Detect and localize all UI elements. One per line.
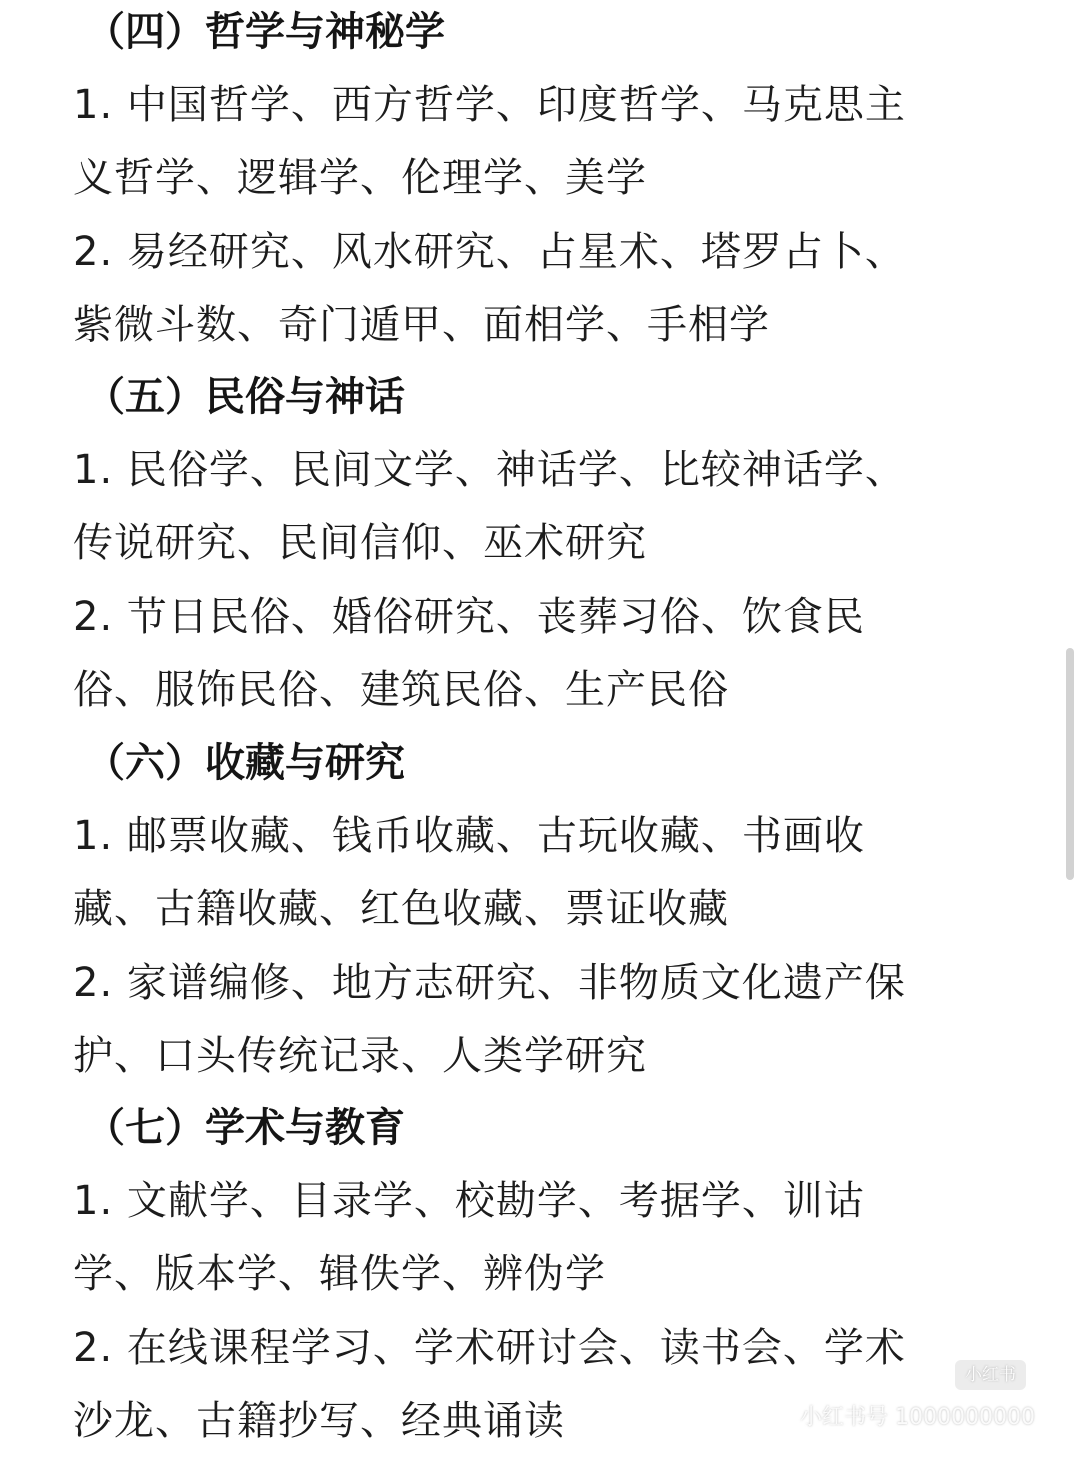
item-line: 2. 家谱编修、地方志研究、非物质文化遗产保 (73, 960, 906, 1006)
item-line: 沙龙、古籍抄写、经典诵读 (73, 1398, 565, 1444)
section-heading-5: （五）民俗与神话 (85, 374, 405, 420)
watermark-user-id: 小红书号 1000000000 (800, 1405, 1035, 1430)
item-line: 2. 在线课程学习、学术研讨会、读书会、学术 (73, 1325, 906, 1371)
item-line: 学、版本学、辑佚学、辨伪学 (73, 1251, 606, 1297)
section-heading-7: （七）学术与教育 (85, 1105, 405, 1151)
section-heading-4: （四）哲学与神秘学 (85, 9, 445, 55)
item-line: 1. 中国哲学、西方哲学、印度哲学、马克思主 (73, 82, 906, 128)
item-line: 1. 文献学、目录学、校勘学、考据学、训诂 (73, 1178, 865, 1224)
item-line: 2. 节日民俗、婚俗研究、丧葬习俗、饮食民 (73, 594, 865, 640)
item-line: 1. 民俗学、民间文学、神话学、比较神话学、 (73, 447, 906, 493)
item-line: 2. 易经研究、风水研究、占星术、塔罗占卜、 (73, 229, 906, 275)
item-line: 藏、古籍收藏、红色收藏、票证收藏 (73, 886, 729, 932)
section-heading-6: （六）收藏与研究 (85, 740, 405, 786)
item-line: 传说研究、民间信仰、巫术研究 (73, 520, 647, 566)
item-line: 1. 邮票收藏、钱币收藏、古玩收藏、书画收 (73, 813, 865, 859)
item-line: 护、口头传统记录、人类学研究 (73, 1033, 647, 1079)
item-line: 义哲学、逻辑学、伦理学、美学 (73, 155, 647, 201)
watermark-logo: 小红书 (955, 1360, 1026, 1390)
item-line: 紫微斗数、奇门遁甲、面相学、手相学 (73, 302, 770, 348)
vertical-scrollbar[interactable] (1066, 648, 1074, 880)
item-line: 俗、服饰民俗、建筑民俗、生产民俗 (73, 667, 729, 713)
